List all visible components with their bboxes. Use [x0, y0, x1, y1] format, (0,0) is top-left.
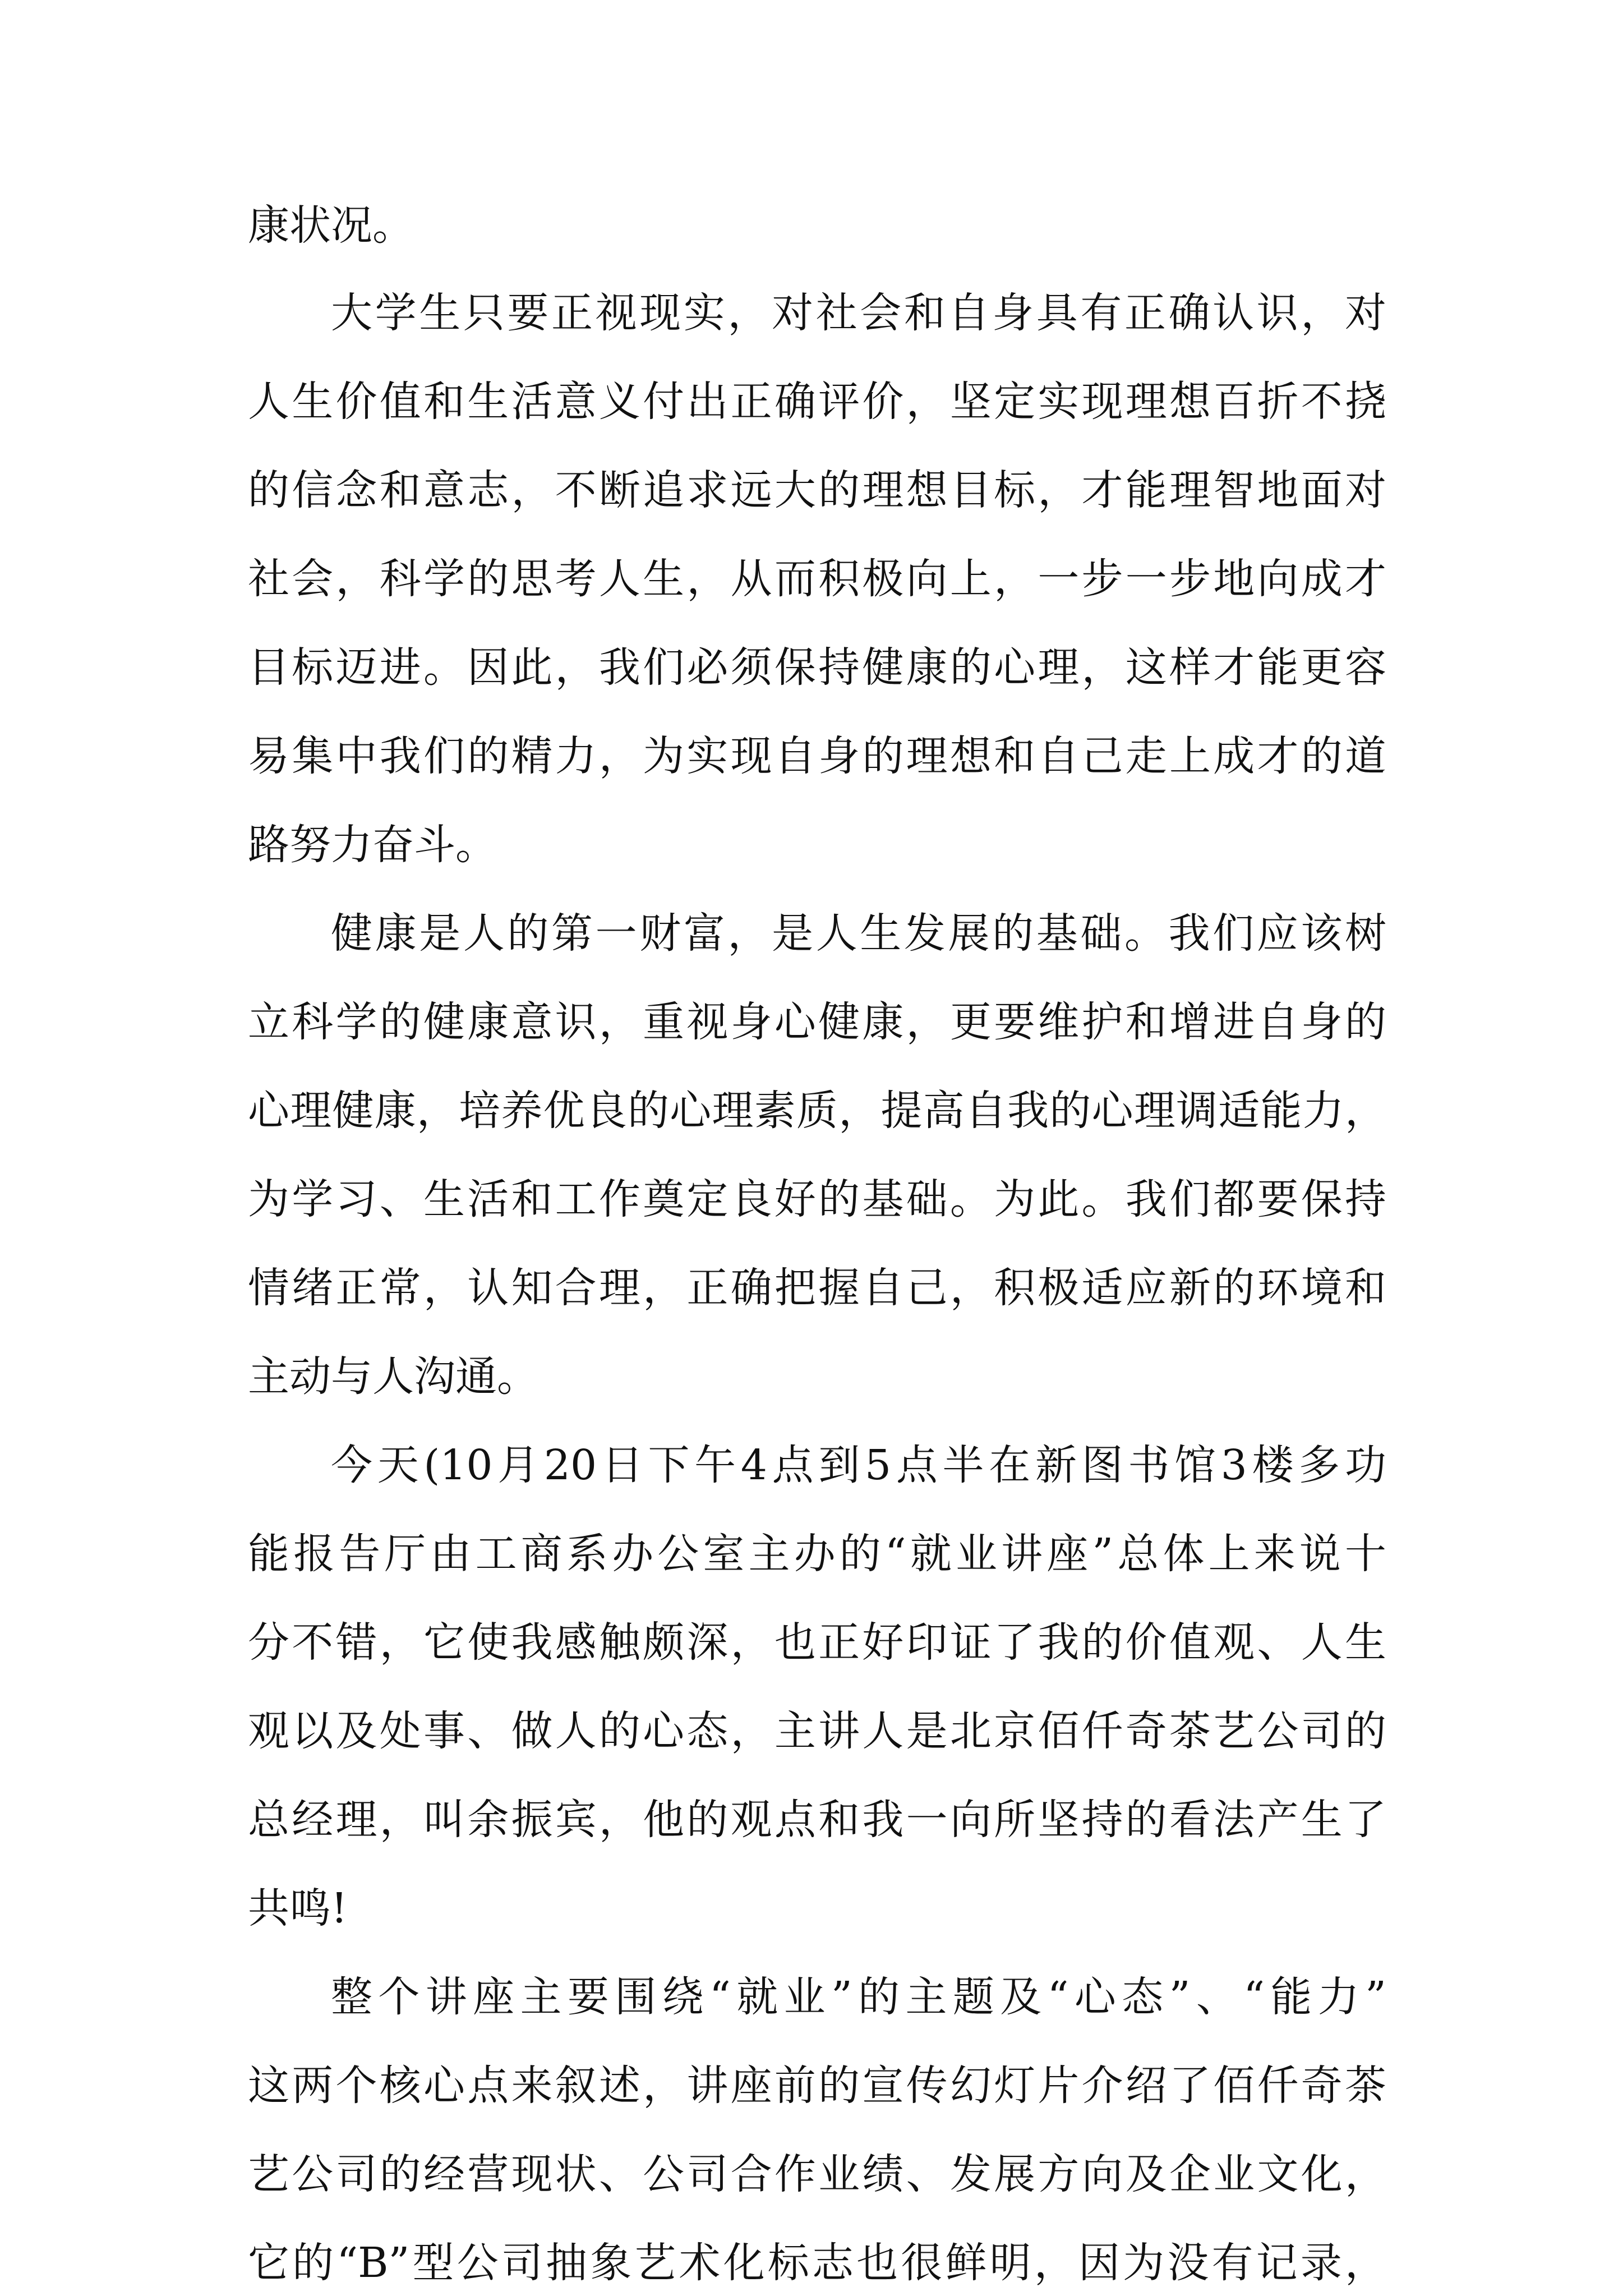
paragraph-line: 艺公司的经营现状、公司合作业绩、发展方向及企业文化， [248, 2150, 1386, 2198]
paragraph-line: 易集中我们的精力，为实现自身的理想和自己走上成才的道 [248, 732, 1386, 780]
paragraph-line: 情绪正常，认知合理，正确把握自己，积极适应新的环境和 [248, 1264, 1386, 1312]
paragraph-line: 立科学的健康意识，重视身心健康，更要维护和增进自身的 [248, 998, 1386, 1046]
paragraph-line: 主动与人沟通。 [248, 1352, 538, 1401]
paragraph-line: 心理健康，培养优良的心理素质，提高自我的心理调适能力， [248, 1087, 1386, 1135]
paragraph-line: 整个讲座主要围绕“就业”的主题及“心态”、“能力” [331, 1973, 1386, 2021]
paragraph-line: 它的“B”型公司抽象艺术化标志也很鲜明，因为没有记录， [248, 2239, 1386, 2287]
paragraph-line: 为学习、生活和工作奠定良好的基础。为此。我们都要保持 [248, 1175, 1386, 1223]
paragraph-line: 分不错，它使我感触颇深，也正好印证了我的价值观、人生 [248, 1618, 1386, 1667]
paragraph-line: 总经理，叫余振宾，他的观点和我一向所坚持的看法产生了 [248, 1796, 1386, 1844]
paragraph-line: 目标迈进。因此，我们必须保持健康的心理，这样才能更容 [248, 643, 1386, 692]
paragraph-line: 社会，科学的思考人生，从而积极向上，一步一步地向成才 [248, 555, 1386, 603]
paragraph-line: 观以及处事、做人的心态，主讲人是北京佰仟奇茶艺公司的 [248, 1707, 1386, 1755]
paragraph-line: 今天(10月20日下午4点到5点半在新图书馆3楼多功 [331, 1441, 1386, 1489]
paragraph-line: 能报告厅由工商系办公室主办的“就业讲座”总体上来说十 [248, 1530, 1386, 1578]
paragraph-line: 康状况。 [248, 201, 414, 250]
paragraph-line: 这两个核心点来叙述，讲座前的宣传幻灯片介绍了佰仟奇茶 [248, 2062, 1386, 2110]
paragraph-line: 大学生只要正视现实，对社会和自身具有正确认识，对 [331, 289, 1386, 337]
paragraph-line: 路努力奋斗。 [248, 821, 497, 869]
paragraph-line: 共鸣! [248, 1884, 348, 1932]
paragraph-line: 人生价值和生活意义付出正确评价，坚定实现理想百折不挠 [248, 378, 1386, 426]
paragraph-line: 的信念和意志，不断追求远大的理想目标，才能理智地面对 [248, 466, 1386, 514]
paragraph-line: 健康是人的第一财富，是人生发展的基础。我们应该树 [331, 909, 1386, 958]
